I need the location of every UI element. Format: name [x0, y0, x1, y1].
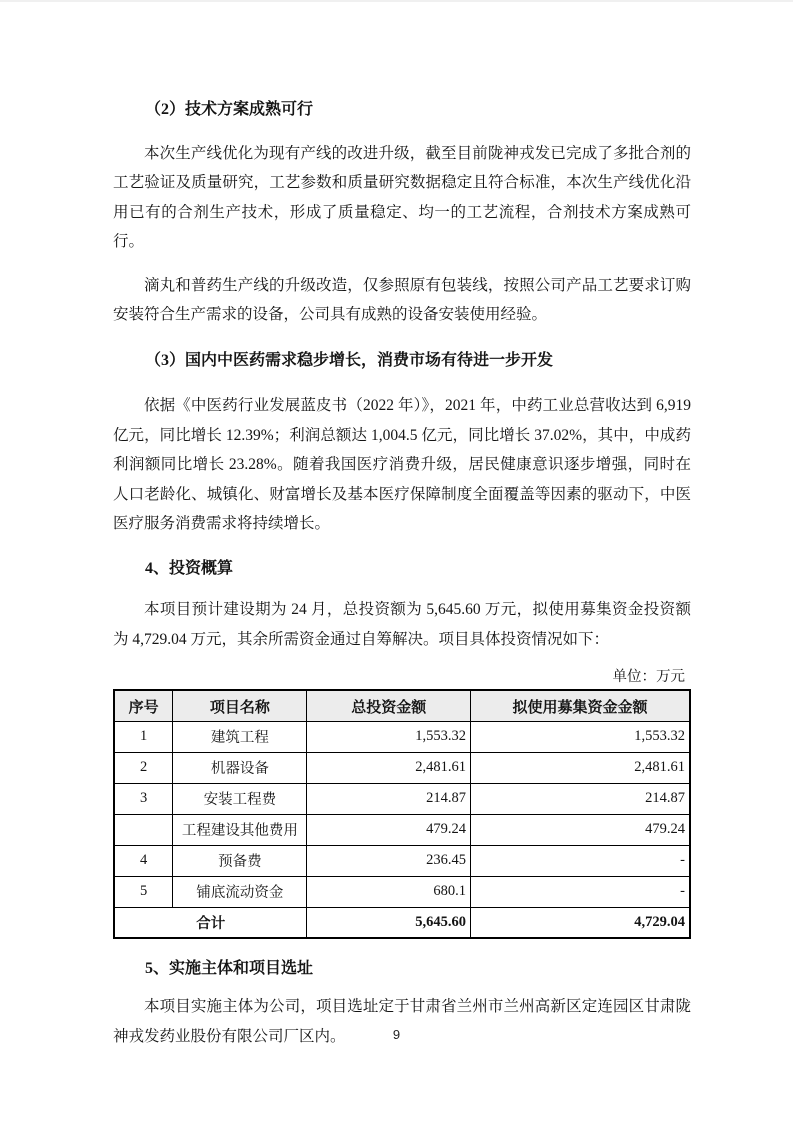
heading-tech-feasibility: （2）技术方案成熟可行: [145, 101, 314, 118]
cell-name: 机器设备: [173, 752, 307, 783]
investment-table-body: [114, 721, 690, 938]
investment-table: [113, 689, 691, 939]
heading-investment-estimate: 4、投资概算: [145, 560, 234, 578]
cell-name: 预备费: [173, 845, 307, 876]
heading-site-selection: 5、实施主体和项目选址: [145, 960, 314, 978]
header-cell-total: 总投资金额: [307, 690, 471, 721]
cell-total-label: 合计: [114, 907, 307, 938]
investment-table-header: [114, 690, 690, 721]
cell-raised: 214.87: [471, 783, 690, 814]
heading-market-demand: （3）国内中医药需求稳步增长，消费市场有待进一步开发: [145, 352, 554, 370]
cell-seq: 2: [114, 752, 173, 783]
table-row: [114, 752, 690, 783]
table-row: [114, 845, 690, 876]
table-total-row: [114, 907, 690, 938]
cell-seq: 1: [114, 721, 173, 752]
cell-seq: 4: [114, 845, 173, 876]
header-cell-raised: 拟使用募集资金金额: [471, 690, 690, 721]
cell-total-total: 5,645.60: [307, 907, 471, 938]
page-content: [0, 2, 793, 1051]
cell-total: 479.24: [307, 814, 471, 845]
cell-total-raised: 4,729.04: [471, 907, 690, 938]
cell-raised: 2,481.61: [471, 752, 690, 783]
paragraph-tech-2: 滴丸和普药生产线的升级改造，仅参照原有包装线，按照公司产品工艺要求订购安装符合生产需求的设备，公司具有成熟的设备安装使用经验。: [113, 276, 691, 324]
cell-seq: 5: [114, 876, 173, 907]
paragraph-tech-1: 本次生产线优化为现有产线的改进升级，截至目前陇神戎发已完成了多批合剂的工艺验证及质量研究，工艺参数和质量研究数据稳定且符合标准，本次生产线优化沿用已有的合剂生产技术，形成了质量稳定、均一的工艺流程，合剂技术方案成熟可行。: [113, 145, 691, 251]
table-header-row: [114, 690, 690, 721]
table-row: [114, 783, 690, 814]
cell-total: 2,481.61: [307, 752, 471, 783]
paragraph-site: 本项目实施主体为公司，项目选址定于甘肃省兰州市兰州高新区定连园区甘肃陇神戎发药业股份有限公司厂区内。: [113, 998, 691, 1045]
table-unit-label: 单位：万元: [612, 669, 685, 686]
cell-total: 680.1: [307, 876, 471, 907]
header-cell-seq: 序号: [114, 690, 173, 721]
cell-name: 工程建设其他费用: [173, 814, 307, 845]
cell-total: 214.87: [307, 783, 471, 814]
page-number: 9: [392, 1027, 401, 1042]
cell-raised: -: [471, 876, 690, 907]
paragraph-investment: 本项目预计建设期为 24 月，总投资额为 5,645.60 万元，拟使用募集资金投资额为 4,729.04 万元，其余所需资金通过自筹解决。项目具体投资情况如下：: [113, 601, 691, 648]
cell-raised: -: [471, 845, 690, 876]
cell-seq: 3: [114, 783, 173, 814]
cell-name: 铺底流动资金: [173, 876, 307, 907]
cell-raised: 479.24: [471, 814, 690, 845]
table-row: [114, 876, 690, 907]
cell-total: 236.45: [307, 845, 471, 876]
header-cell-name: 项目名称: [173, 690, 307, 721]
cell-name: 安装工程费: [173, 783, 307, 814]
paragraph-market: 依据《中医药行业发展蓝皮书（2022 年）》，2021 年，中药工业总营收达到 6,919 亿元，同比增长 12.39%；利润总额达 1,004.5 亿元，同比增长 37.02%，其中，中成药利润额同比增长 23.28%。随着我国医疗消费升级，居民健康意识逐步增强，同时在人口老龄化、城镇化、财富增长及基本医疗保障制度全面覆盖等因素的驱动下，中医医疗服务消费需求将持续增长。: [113, 397, 691, 533]
table-row: [114, 814, 690, 845]
cell-total: 1,553.32: [307, 721, 471, 752]
cell-seq: [114, 814, 173, 845]
table-row: [114, 721, 690, 752]
cell-raised: 1,553.32: [471, 721, 690, 752]
cell-name: 建筑工程: [173, 721, 307, 752]
